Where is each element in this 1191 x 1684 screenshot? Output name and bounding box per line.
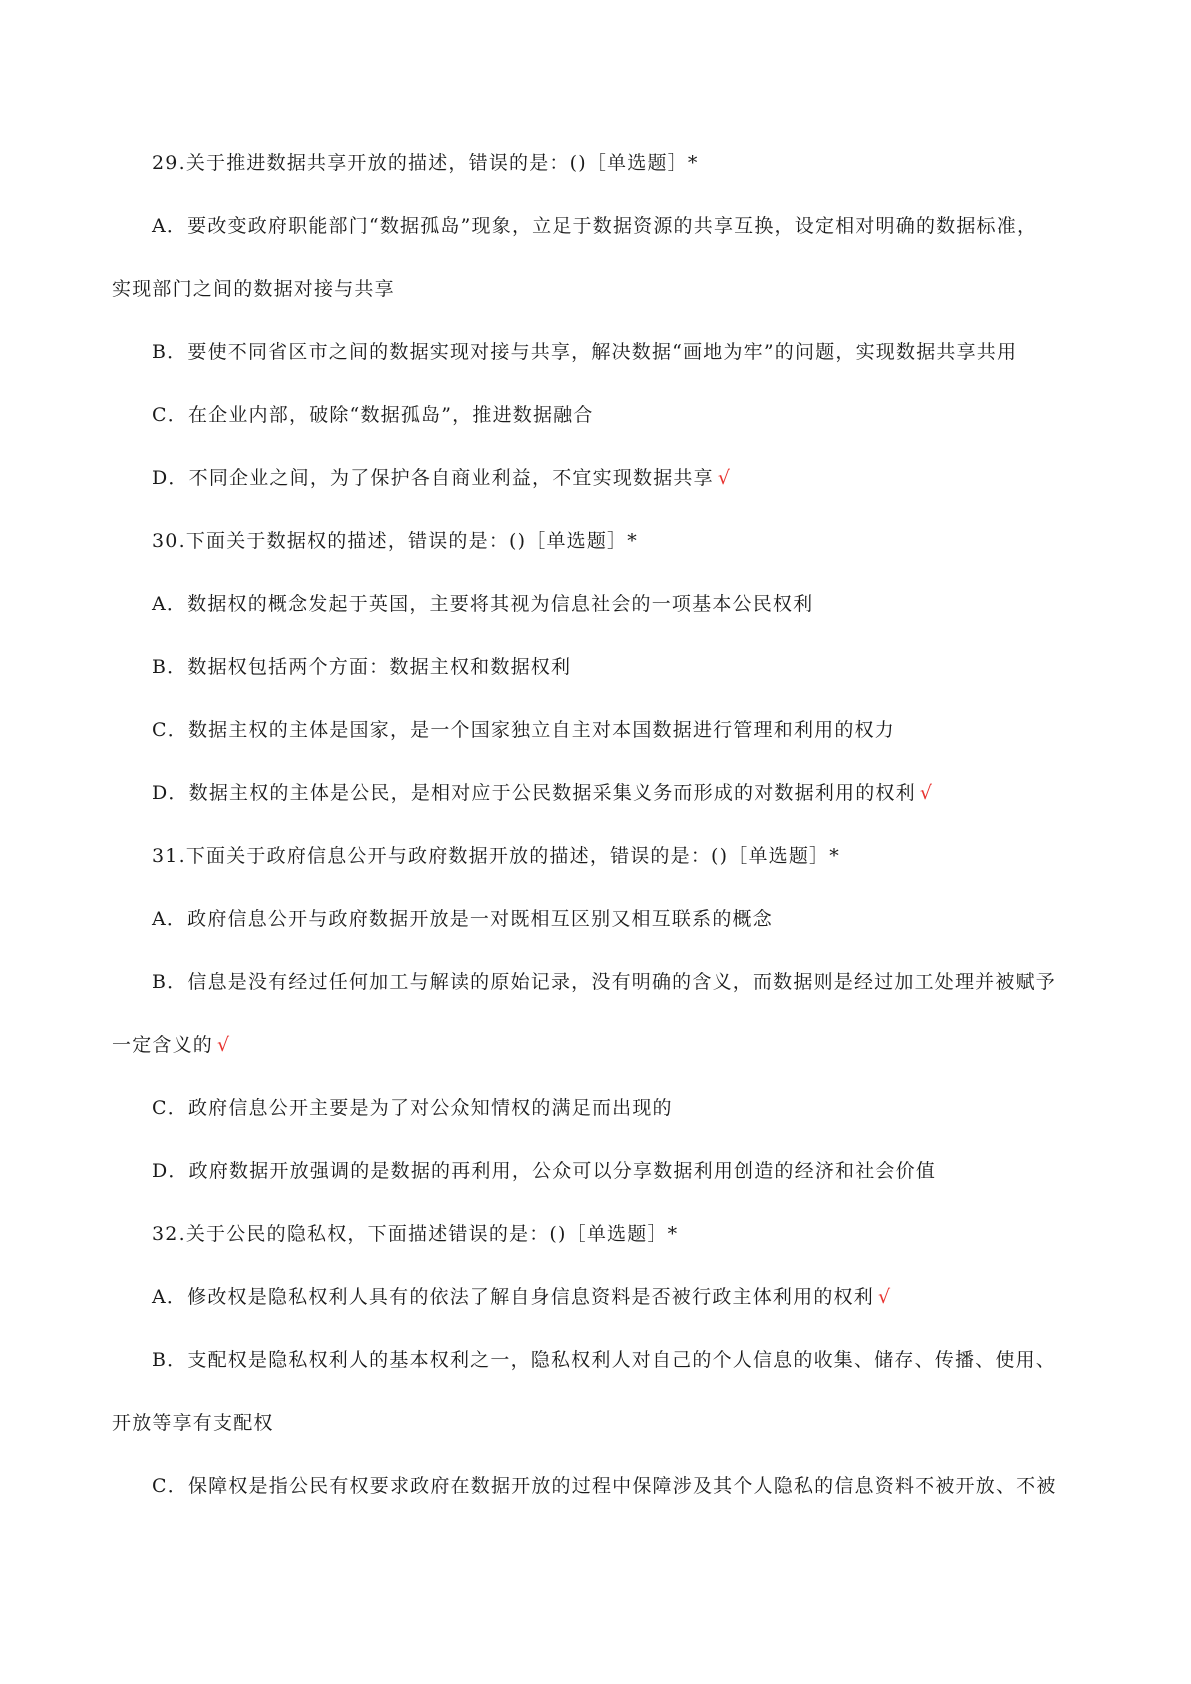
question-30-stem-text: 30.下面关于数据权的描述，错误的是：()［单选题］* (152, 530, 638, 552)
question-29-option-c (112, 400, 1097, 463)
question-29-option-d-text: D．不同企业之间，为了保护各自商业利益，不宜实现数据共享 (152, 467, 714, 489)
question-32-option-b-continued (112, 1408, 1097, 1471)
question-32-option-a-text: A．修改权是隐私权利人具有的依法了解自身信息资料是否被行政主体利用的权利 (152, 1286, 874, 1308)
question-29-option-b-text: B．要使不同省区市之间的数据实现对接与共享，解决数据“画地为牢”的问题，实现数据共享共用 (152, 341, 1018, 363)
correct-answer-check-icon: √ (217, 1034, 231, 1056)
question-31-option-c (112, 1093, 1097, 1156)
question-list (112, 148, 1097, 1534)
question-31-option-c-text: C．政府信息公开主要是为了对公众知情权的满足而出现的 (152, 1097, 673, 1119)
question-29-option-a-text-2: 实现部门之间的数据对接与共享 (112, 278, 395, 300)
question-29-option-b (112, 337, 1097, 400)
question-31-option-b-text: B．信息是没有经过任何加工与解读的原始记录，没有明确的含义，而数据则是经过加工处理并被赋予 (152, 971, 1056, 993)
correct-answer-check-icon: √ (877, 1286, 892, 1308)
question-31-option-b-text-2: 一定含义的 (112, 1034, 214, 1056)
question-29-option-a (112, 211, 1097, 274)
question-29-option-a-continued (112, 274, 1097, 337)
question-32-option-b-text: B．支配权是隐私权利人的基本权利之一，隐私权利人对自己的个人信息的收集、储存、传播、使用、 (152, 1349, 1056, 1371)
question-32-option-b-text-2: 开放等享有支配权 (112, 1412, 274, 1434)
question-31-option-d-text: D．政府数据开放强调的是数据的再利用，公众可以分享数据利用创造的经济和社会价值 (152, 1160, 937, 1182)
question-29-stem-text: 29.关于推进数据共享开放的描述，错误的是：()［单选题］* (152, 152, 699, 174)
question-31-option-a-text: A．政府信息公开与政府数据开放是一对既相互区别又相互联系的概念 (152, 908, 773, 930)
question-32-option-a (112, 1282, 1097, 1345)
question-29-option-a-text: A．要改变政府职能部门“数据孤岛”现象，立足于数据资源的共享互换，设定相对明确的数据标准， (152, 215, 1038, 237)
question-32-option-c (112, 1471, 1097, 1534)
question-32-option-c-text: C．保障权是指公民有权要求政府在数据开放的过程中保障涉及其个人隐私的信息资料不被开放、不被 (152, 1475, 1057, 1497)
question-30-option-b-text: B．数据权包括两个方面：数据主权和数据权利 (152, 656, 572, 678)
question-30-option-c (112, 715, 1097, 778)
question-29-stem (112, 148, 1097, 211)
question-30-option-a (112, 589, 1097, 652)
question-32-stem-text: 32.关于公民的隐私权，下面描述错误的是：()［单选题］* (152, 1223, 679, 1245)
question-31-option-d (112, 1156, 1097, 1219)
correct-answer-check-icon: √ (717, 467, 732, 489)
question-30-option-b (112, 652, 1097, 715)
correct-answer-check-icon: √ (919, 782, 934, 804)
question-30-option-d (112, 778, 1097, 841)
question-31-option-b-continued (112, 1030, 1097, 1093)
question-31-stem (112, 841, 1097, 904)
question-32-stem (112, 1219, 1097, 1282)
question-30-option-d-text: D．数据主权的主体是公民，是相对应于公民数据采集义务而形成的对数据利用的权利 (152, 782, 916, 804)
question-30-stem (112, 526, 1097, 589)
question-30-option-c-text: C．数据主权的主体是国家，是一个国家独立自主对本国数据进行管理和利用的权力 (152, 719, 895, 741)
question-30-option-a-text: A．数据权的概念发起于英国，主要将其视为信息社会的一项基本公民权利 (152, 593, 814, 615)
question-31-option-b (112, 967, 1097, 1030)
question-31-option-a (112, 904, 1097, 967)
question-31-stem-text: 31.下面关于政府信息公开与政府数据开放的描述，错误的是：()［单选题］* (152, 845, 840, 867)
question-29-option-c-text: C．在企业内部，破除“数据孤岛”，推进数据融合 (152, 404, 594, 426)
question-29-option-d (112, 463, 1097, 526)
question-32-option-b (112, 1345, 1097, 1408)
